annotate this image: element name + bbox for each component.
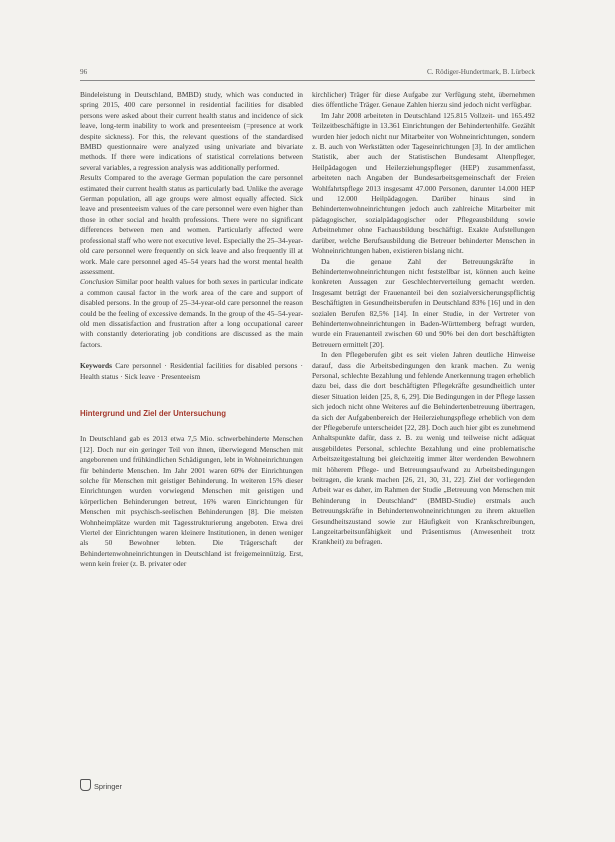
results-text: Compared to the average German population the care personnel estimated their current health status as particularly bad. Unlike the average German population, all age groups were almost equally affected. Sick leave and presenteeism values of the care personnel were even higher than those in other social and health professions. There were no significant differences between men and women. Particularly affected were professional staff who were not executive level. Especially the 25–34-year-old care personnel were frequently on sick leave and also frequently ill at work. Male care personnel aged 45–54 years had the worst mental health assessment. (80, 173, 303, 276)
section-heading: Hintergrund und Ziel der Untersuchung (80, 408, 226, 418)
abstract-methods-paragraph: Bindeleistung in Deutschland, BMBD) study, which was conducted in spring 2015, 400 care personnel in residential facilities for disabled persons were asked about their current health status and incidence of sick leave, long-term inability to work and presenteeism (=presence at work despite sickness). For this, the relevant questions of the standardised BMBD questionnaire were analyzed using univariate and bivariate methods. If there were indications of statistical correlations between several variables, a regression analysis was additionally performed. (80, 90, 303, 172)
publisher-footer (80, 779, 122, 791)
keywords-paragraph (80, 361, 303, 382)
header-rule (80, 80, 535, 81)
body-paragraph: In Deutschland gab es 2013 etwa 7,5 Mio. schwerbehinderte Menschen [12]. Doch nur ein geringer Teil von ihnen, überwiegend Menschen mit angeborenen und frühkindlichen Schädigungen, lebt in Wohneinrichtungen für behinderte Menschen. Im Jahr 2001 waren 60% der Einrichtungen solche für Menschen mit geistiger Behinderung. In weiteren 15% dieser Einrichtungen wurden vorwiegend Menschen mit geistigen und körperlichen Behinderungen betreut, 16% waren Einrichtungen für Menschen mit psychisch-seelischen Behinderungen [8]. Die meisten Wohnheimplätze wurden mit Tagesstrukturierung angeboten. Etwa drei Viertel der Einrichtungen waren kleinere Institutionen, in denen weniger als 50 Bewohner lebten. Die Trägerschaft der Behindertenwohneinrichtungen in Deutschland ist freigemeinnützig. Erst, wenn kein freier (z. B. privater oder (80, 434, 303, 569)
right-column (312, 90, 535, 548)
keywords-label: Keywords (80, 361, 113, 371)
springer-horse-icon (80, 779, 91, 791)
body-paragraph-4: In den Pflegeberufen gibt es seit vielen Jahren deutliche Hinweise darauf, dass die Arbeitsbedingungen den krank machen. Zu wenig Personal, schlechte Bezahlung und fehlende Anerkennung tragen erheblich dazu bei, dass die dort beschäftigten Pflegekräfte gesundheitlich unter dieser Situation leiden [25, 8, 6, 29]. Die Bedingungen in der Pflege lassen sich jedoch nicht ohne Weiteres auf die Behindertenbetreuung übertragen, da sich der Aufgabenbereich der Heilerziehungspflege erheblich von dem der Pflegeberufe unterscheidet [22, 28]. Doch auch hier gibt es zunehmend Anhaltspunkte dafür, dass z. B. zu wenig und teilweise nicht adäquat ausgebildetes Personal, schlechte Bezahlung und eine problematische Arbeitszeitgestaltung bei gleichzeitig immer älter werdenden Bewohnern mit höherem Pflege- und Betreuungsaufwand zu Arbeitsbedingungen beitragen, die krank machen [26, 21, 30, 31, 22]. Ziel der vorliegenden Arbeit war es daher, im Rahmen der Studie „Betreuung von Menschen mit Behinderung in Deutschland“ (BMBD-Studie) erstmals auch Betreuungskräfte in Behindertenwohneinrichtungen zu ihrem aktuellen Gesundheitszustand sowie zur Häufigkeit von Krankschreibungen, Langzeitarbeitsunfähigkeit und Präsentismus (Anwesenheit trotz Krankheit) zu befragen. (312, 350, 535, 547)
conclusion-text: Similar poor health values for both sexes in particular indicate a common causal factor in the work area of the care and support of disabled persons. In the group of 25–34-year-old care personnel the reason could be the feeling of excessive demands. In the group of the 45–54-year-old men dissatisfaction and frustration after a long occupational career with constantly deteriorating job conditions are discussed as the main factors. (80, 277, 303, 349)
results-label: Results (80, 173, 102, 183)
publisher-name: Springer (94, 782, 122, 791)
page-number: 96 (80, 68, 88, 76)
body-paragraph-2: Im Jahr 2008 arbeiteten in Deutschland 125.815 Vollzeit- und 165.492 Teilzeitbeschäftigte in 13.361 Einrichtungen der Behindertenhilfe. Gezählt wurden hier jedoch nicht nur Mitarbeiter von Wohneinrichtungen, sondern z. B. auch von Werkstätten oder Tageseinrichtungen [3]. In der amtlichen Statistik, aber auch der Statistischen Bundesamt Altenpfleger, Heilpädagogen und Heilerziehungspfleger (HEP) zusammenfasst, arbeiteten nach Angaben der Bundesarbeitsgemeinschaft der Freien Wohlfahrtspflege 2013 insgesamt 47.000 Personen, darunter 14.000 HEP und 12.000 Heilpädagogen. Darüber hinaus sind in Behindertenwohneinrichtungen jedoch auch zahlreiche Mitarbeiter mit pädagogischer, sozialpädagogischer oder Pflegeausbildung sowie Arbeitnehmer ohne Fachausbildung beschäftigt. Exakte Aufstellungen darüber, welche Berufsausbildung die Betreuer behinderter Menschen in Wohneinrichtungen haben, existieren bislang nicht. (312, 110, 535, 256)
keywords-text: Care personnel · Residential facilities for disabled persons · Health status · Sick leave · Presenteeism (80, 361, 303, 381)
abstract-conclusion-paragraph (80, 277, 303, 350)
abstract-results-paragraph (80, 173, 303, 277)
body-paragraph-3: Da die genaue Zahl der Betreuungskräfte in Behindertenwohneinrichtungen nicht feststellbar ist, können auch keine konkreten Aussagen zur Geschlechterverteilung gemacht werden. Insgesamt beträgt der Frauenanteil bei den sozialversicherungspflichtig Beschäftigten in Gesundheitsberufen in Deutschland 83% [16] und in den sozialen Berufen 82,5% [14]. In einer Studie, in der Vertreter von Behindertenwohneinrichtungen in Baden-Württemberg befragt wurden, wurde ein Frauenanteil zwischen 60 und 90% bei den dort beschäftigten Betreuern ermittelt [20]. (312, 256, 535, 349)
body-paragraph-1: kirchlicher) Träger für diese Aufgabe zur Verfügung steht, übernehmen dies öffentliche Träger. Genaue Zahlen hierzu sind jedoch nicht verfügbar. (312, 90, 535, 110)
conclusion-label: Conclusion (80, 277, 114, 287)
left-column (80, 90, 303, 570)
running-authors: C. Rödiger-Hundertmark, B. Lürbeck (426, 68, 535, 76)
